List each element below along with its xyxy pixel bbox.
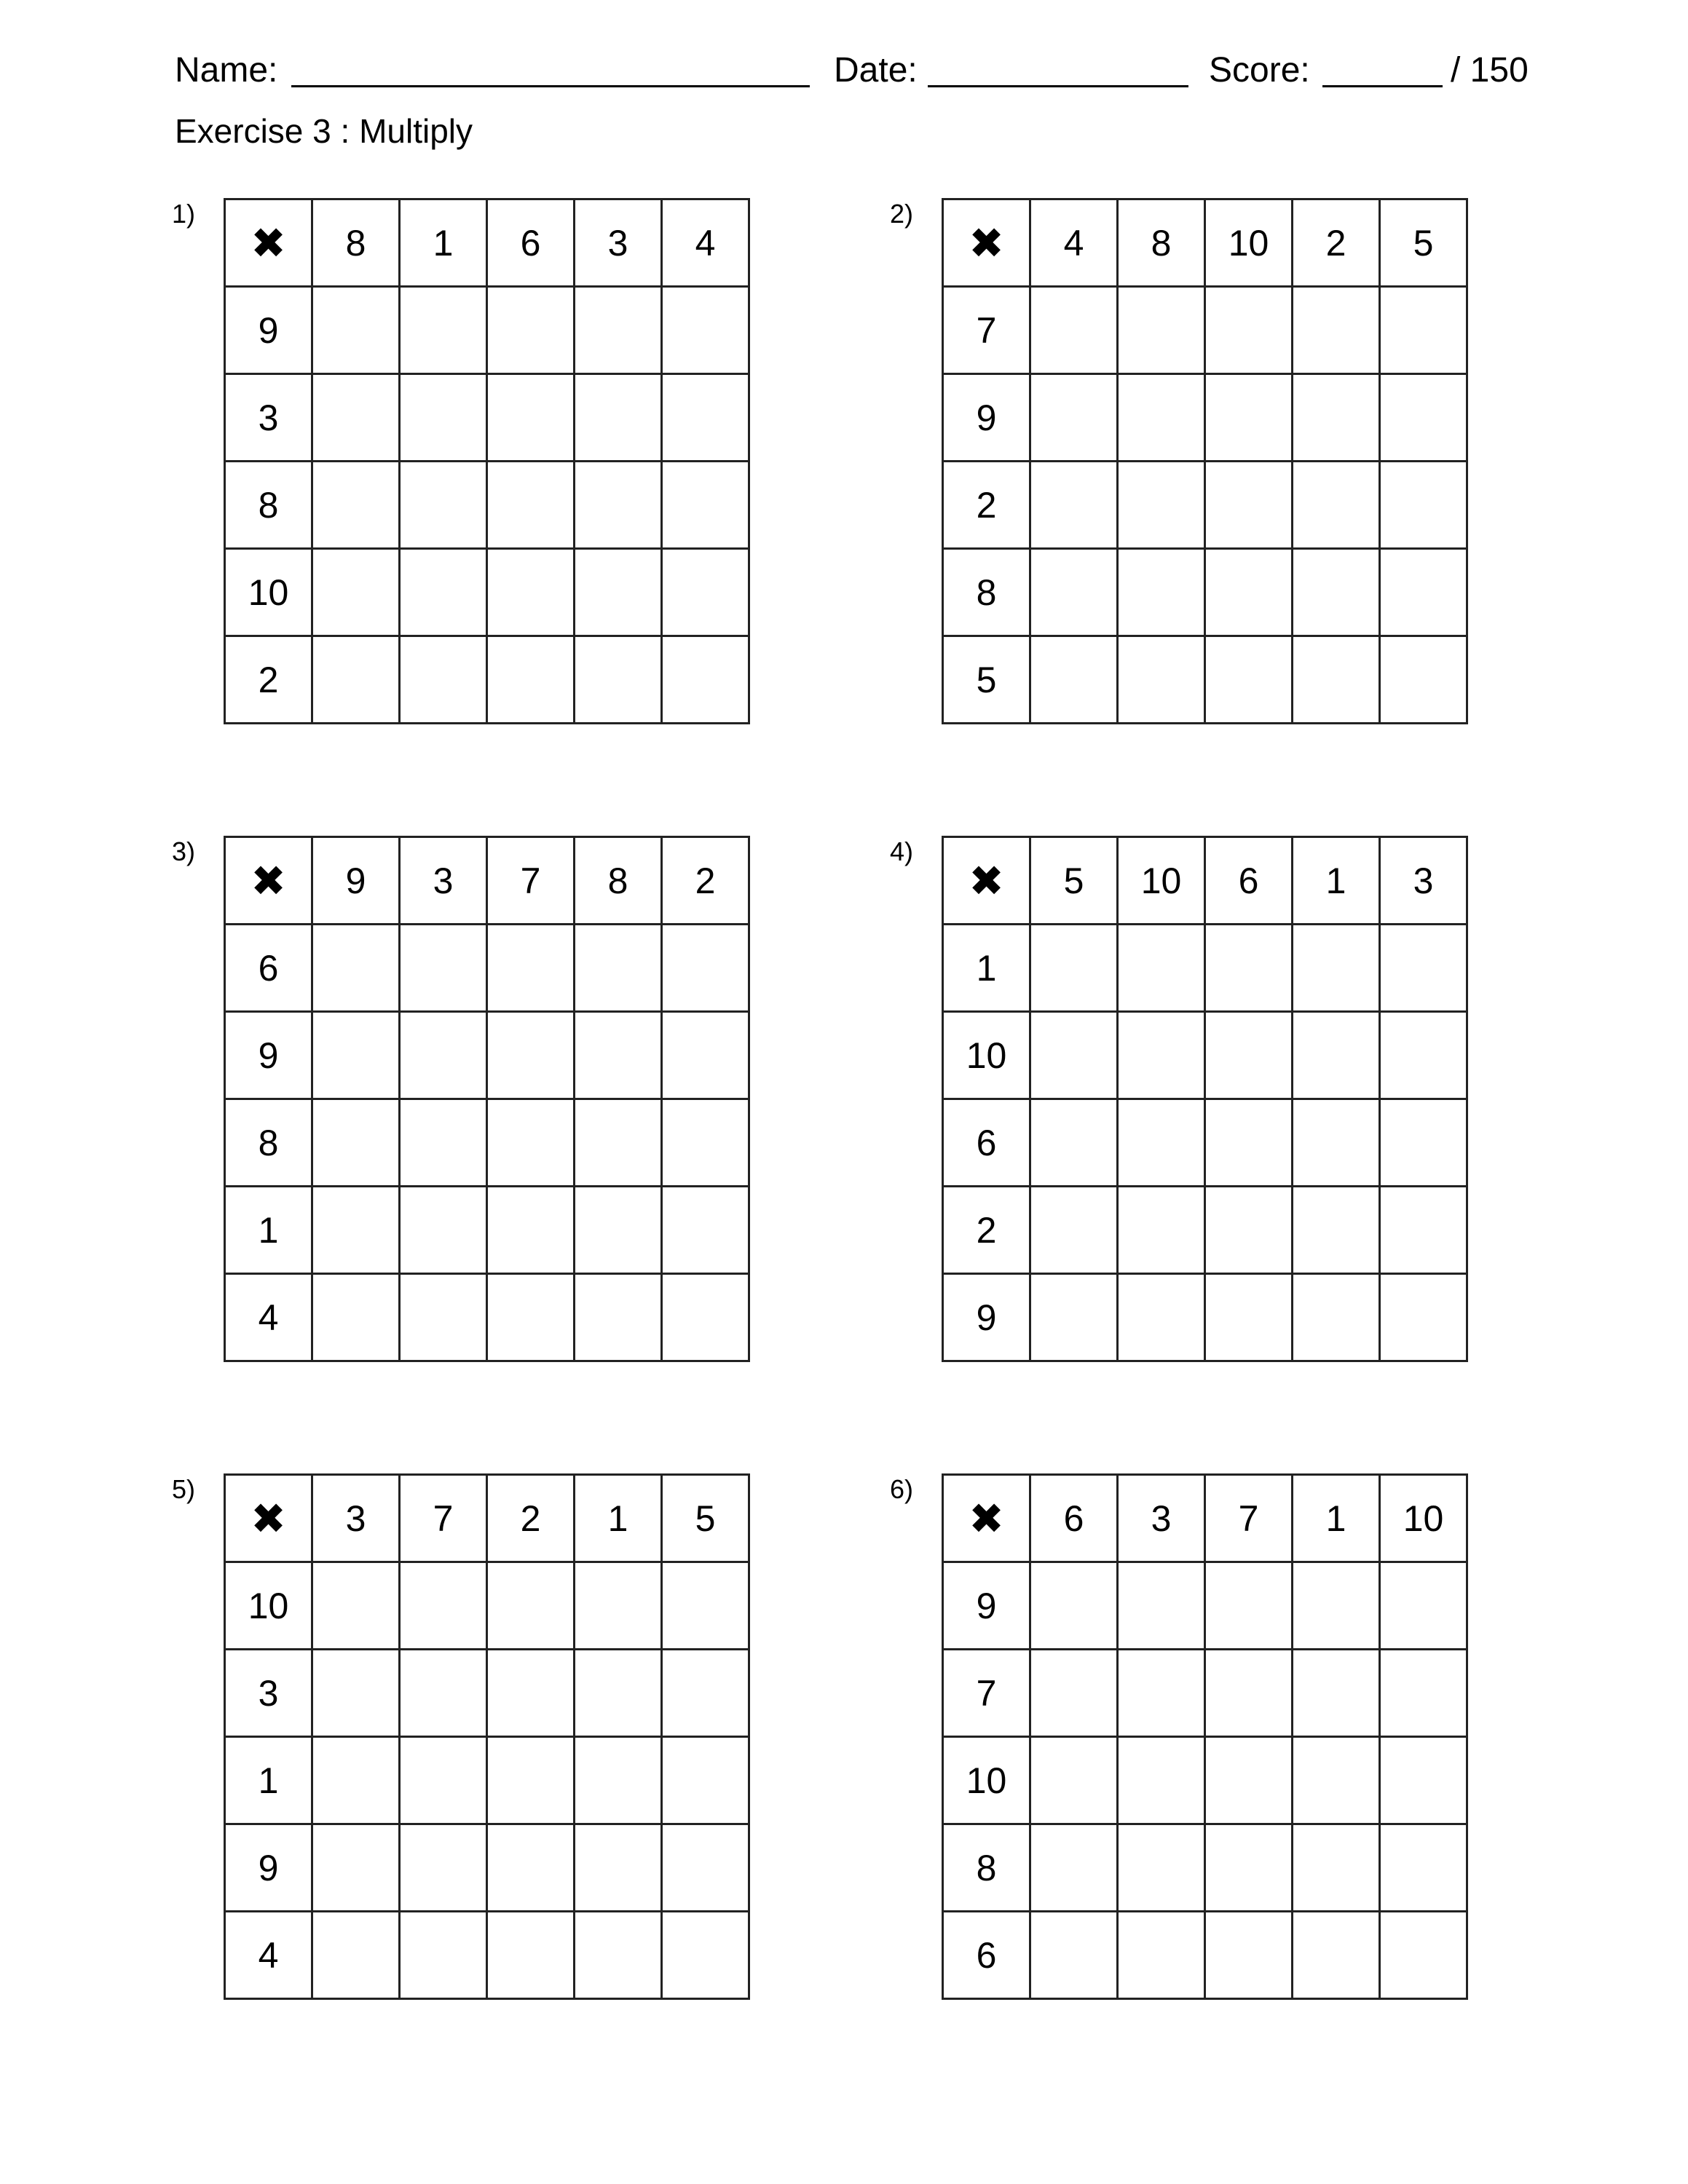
column-factor: 1 [1293,837,1380,925]
column-factor: 8 [1118,199,1205,287]
answer-cell[interactable] [1293,1737,1380,1824]
answer-cell[interactable] [1118,287,1205,374]
multiply-icon: ✖ [943,199,1030,287]
answer-cell[interactable] [400,287,487,374]
answer-cell[interactable] [312,1824,400,1912]
row-factor: 6 [943,1099,1030,1187]
multiplication-grid [942,1473,1468,2000]
grid-row [943,636,1467,724]
multiply-icon: ✖ [225,1475,312,1562]
answer-cell[interactable] [487,374,575,462]
row-factor: 2 [943,462,1030,549]
multiply-icon: ✖ [943,837,1030,925]
answer-cell[interactable] [1293,287,1380,374]
answer-cell[interactable] [662,1650,749,1737]
column-factor: 1 [575,1475,662,1562]
row-factor: 2 [943,1187,1030,1274]
answer-cell[interactable] [1205,1737,1293,1824]
answer-cell[interactable] [1118,925,1205,1012]
answer-cell[interactable] [400,925,487,1012]
answer-cell[interactable] [1030,1650,1118,1737]
answer-cell[interactable] [312,925,400,1012]
answer-cell[interactable] [400,1274,487,1361]
column-factor: 7 [400,1475,487,1562]
grid-header-row [225,199,749,287]
column-factor: 10 [1380,1475,1467,1562]
answer-cell[interactable] [1380,549,1467,636]
grid-row [225,374,749,462]
answer-cell[interactable] [312,636,400,724]
answer-cell[interactable] [575,636,662,724]
row-factor: 10 [943,1737,1030,1824]
answer-cell[interactable] [1118,1562,1205,1650]
row-factor: 4 [225,1912,312,1999]
answer-cell[interactable] [1380,1274,1467,1361]
date-label: Date: [834,51,918,90]
answer-cell[interactable] [1030,287,1118,374]
answer-cell[interactable] [487,1187,575,1274]
column-factor: 10 [1205,199,1293,287]
column-factor: 1 [400,199,487,287]
grid-row [943,1562,1467,1650]
answer-cell[interactable] [1293,1187,1380,1274]
column-factor: 6 [487,199,575,287]
answer-cell[interactable] [1030,1824,1118,1912]
answer-cell[interactable] [1293,549,1380,636]
answer-cell[interactable] [662,287,749,374]
row-factor: 9 [943,374,1030,462]
answer-cell[interactable] [400,549,487,636]
grid-row [225,1562,749,1650]
answer-cell[interactable] [1118,1274,1205,1361]
answer-cell[interactable] [1205,1012,1293,1099]
column-factor: 3 [400,837,487,925]
row-factor: 6 [943,1912,1030,1999]
answer-cell[interactable] [1205,549,1293,636]
row-factor: 10 [943,1012,1030,1099]
answer-cell[interactable] [1205,636,1293,724]
column-factor: 4 [662,199,749,287]
answer-cell[interactable] [662,925,749,1012]
grid-row [225,1012,749,1099]
row-factor: 8 [225,1099,312,1187]
answer-cell[interactable] [662,374,749,462]
grid-row [225,636,749,724]
column-factor: 5 [662,1475,749,1562]
answer-cell[interactable] [1118,374,1205,462]
answer-cell[interactable] [312,1012,400,1099]
answer-cell[interactable] [1205,925,1293,1012]
answer-cell[interactable] [312,462,400,549]
problem-number: 3) [172,836,196,866]
answer-cell[interactable] [1205,1099,1293,1187]
grid-row [943,1650,1467,1737]
answer-cell[interactable] [662,1824,749,1912]
answer-cell[interactable] [662,549,749,636]
column-factor: 5 [1380,199,1467,287]
answer-cell[interactable] [1205,374,1293,462]
answer-cell[interactable] [575,462,662,549]
problem-number: 4) [890,836,914,866]
grid-header-row [943,199,1467,287]
row-factor: 1 [225,1187,312,1274]
grid-header-row [225,1475,749,1562]
answer-cell[interactable] [312,1562,400,1650]
answer-cell[interactable] [1293,636,1380,724]
answer-cell[interactable] [1205,462,1293,549]
column-factor: 4 [1030,199,1118,287]
answer-cell[interactable] [487,1562,575,1650]
answer-cell[interactable] [1030,374,1118,462]
column-factor: 2 [487,1475,575,1562]
grid-row [225,1737,749,1824]
answer-cell[interactable] [312,1187,400,1274]
answer-cell[interactable] [487,1274,575,1361]
grid-row [225,549,749,636]
row-factor: 9 [225,1012,312,1099]
answer-cell[interactable] [575,374,662,462]
answer-cell[interactable] [575,1912,662,1999]
answer-cell[interactable] [487,1912,575,1999]
column-factor: 9 [312,837,400,925]
grid-row [225,1650,749,1737]
grid-row [943,925,1467,1012]
grid-row [943,462,1467,549]
answer-cell[interactable] [1380,1737,1467,1824]
answer-cell[interactable] [487,549,575,636]
name-blank-line[interactable] [291,85,810,87]
answer-cell[interactable] [487,636,575,724]
grid-header-row [943,1475,1467,1562]
grid-row [943,1187,1467,1274]
multiplication-grid [224,836,750,1362]
exercise-title: Exercise 3 : Multiply [175,112,473,150]
answer-cell[interactable] [575,1274,662,1361]
column-factor: 2 [1293,199,1380,287]
answer-cell[interactable] [400,1099,487,1187]
grid-header-row [943,837,1467,925]
row-factor: 1 [225,1737,312,1824]
answer-cell[interactable] [1118,1912,1205,1999]
answer-cell[interactable] [487,287,575,374]
row-factor: 10 [225,549,312,636]
column-factor: 3 [1380,837,1467,925]
answer-cell[interactable] [400,1650,487,1737]
column-factor: 6 [1205,837,1293,925]
answer-cell[interactable] [1293,1824,1380,1912]
answer-cell[interactable] [1205,1562,1293,1650]
multiplication-grid [224,1473,750,2000]
column-factor: 3 [1118,1475,1205,1562]
answer-cell[interactable] [312,374,400,462]
answer-cell[interactable] [1118,1650,1205,1737]
answer-cell[interactable] [1380,636,1467,724]
column-factor: 6 [1030,1475,1118,1562]
multiply-icon: ✖ [225,837,312,925]
answer-cell[interactable] [1293,1912,1380,1999]
answer-cell[interactable] [662,1912,749,1999]
row-factor: 8 [943,1824,1030,1912]
row-factor: 3 [225,1650,312,1737]
answer-cell[interactable] [662,1012,749,1099]
row-factor: 9 [943,1562,1030,1650]
answer-cell[interactable] [1030,925,1118,1012]
answer-cell[interactable] [1293,1274,1380,1361]
answer-cell[interactable] [575,1737,662,1824]
answer-cell[interactable] [1030,1187,1118,1274]
row-factor: 7 [943,287,1030,374]
answer-cell[interactable] [1030,1737,1118,1824]
multiply-icon: ✖ [225,199,312,287]
answer-cell[interactable] [1030,1562,1118,1650]
column-factor: 5 [1030,837,1118,925]
answer-cell[interactable] [1118,1012,1205,1099]
answer-cell[interactable] [487,1099,575,1187]
grid-row [943,1012,1467,1099]
row-factor: 4 [225,1274,312,1361]
row-factor: 3 [225,374,312,462]
grid-row [943,549,1467,636]
answer-cell[interactable] [1380,1187,1467,1274]
row-factor: 1 [943,925,1030,1012]
multiplication-grid [942,836,1468,1362]
answer-cell[interactable] [1205,1274,1293,1361]
answer-cell[interactable] [487,1737,575,1824]
answer-cell[interactable] [400,1824,487,1912]
answer-cell[interactable] [575,1187,662,1274]
multiplication-grid [224,198,750,724]
problem-number: 5) [172,1474,196,1504]
answer-cell[interactable] [1293,374,1380,462]
name-label: Name: [175,51,278,90]
problem-number: 6) [890,1474,914,1504]
answer-cell[interactable] [662,1099,749,1187]
date-blank-line[interactable] [928,85,1188,87]
answer-cell[interactable] [1380,1824,1467,1912]
answer-cell[interactable] [575,1012,662,1099]
grid-row [225,925,749,1012]
answer-cell[interactable] [1380,462,1467,549]
column-factor: 7 [487,837,575,925]
answer-cell[interactable] [1030,549,1118,636]
grid-row [225,287,749,374]
answer-cell[interactable] [487,925,575,1012]
answer-cell[interactable] [487,1012,575,1099]
score-blank-line[interactable] [1322,85,1443,87]
answer-cell[interactable] [312,1650,400,1737]
answer-cell[interactable] [312,287,400,374]
answer-cell[interactable] [400,1012,487,1099]
answer-cell[interactable] [487,462,575,549]
column-factor: 10 [1118,837,1205,925]
answer-cell[interactable] [662,462,749,549]
answer-cell[interactable] [1118,462,1205,549]
multiply-icon: ✖ [943,1475,1030,1562]
answer-cell[interactable] [1030,1912,1118,1999]
grid-row [943,287,1467,374]
answer-cell[interactable] [1293,1099,1380,1187]
answer-cell[interactable] [1118,1187,1205,1274]
worksheet-header [175,45,1558,96]
answer-cell[interactable] [1380,1650,1467,1737]
row-factor: 8 [225,462,312,549]
answer-cell[interactable] [1380,1012,1467,1099]
grid-row [225,1274,749,1361]
answer-cell[interactable] [1118,1737,1205,1824]
answer-cell[interactable] [1205,1650,1293,1737]
column-factor: 2 [662,837,749,925]
answer-cell[interactable] [1205,1187,1293,1274]
multiplication-grid [942,198,1468,724]
answer-cell[interactable] [400,1562,487,1650]
answer-cell[interactable] [1380,287,1467,374]
answer-cell[interactable] [312,1099,400,1187]
grid-row [943,1099,1467,1187]
row-factor: 7 [943,1650,1030,1737]
answer-cell[interactable] [1205,1912,1293,1999]
row-factor: 9 [943,1274,1030,1361]
row-factor: 9 [225,287,312,374]
column-factor: 8 [312,199,400,287]
answer-cell[interactable] [575,287,662,374]
score-label: Score: [1209,51,1310,90]
answer-cell[interactable] [400,462,487,549]
column-factor: 8 [575,837,662,925]
answer-cell[interactable] [1030,1099,1118,1187]
answer-cell[interactable] [1380,925,1467,1012]
answer-cell[interactable] [1030,1012,1118,1099]
answer-cell[interactable] [1293,462,1380,549]
column-factor: 7 [1205,1475,1293,1562]
answer-cell[interactable] [1118,549,1205,636]
answer-cell[interactable] [1030,636,1118,724]
answer-cell[interactable] [1380,1099,1467,1187]
answer-cell[interactable] [575,1562,662,1650]
answer-cell[interactable] [1118,1099,1205,1187]
answer-cell[interactable] [312,549,400,636]
answer-cell[interactable] [1380,374,1467,462]
grid-row [225,1912,749,1999]
answer-cell[interactable] [575,925,662,1012]
answer-cell[interactable] [400,1187,487,1274]
answer-cell[interactable] [400,374,487,462]
grid-row [943,374,1467,462]
answer-cell[interactable] [400,1912,487,1999]
answer-cell[interactable] [662,1737,749,1824]
answer-cell[interactable] [1118,1824,1205,1912]
answer-cell[interactable] [400,1737,487,1824]
answer-cell[interactable] [400,636,487,724]
answer-cell[interactable] [575,549,662,636]
column-factor: 3 [575,199,662,287]
answer-cell[interactable] [312,1912,400,1999]
grid-row [225,1824,749,1912]
answer-cell[interactable] [1293,1562,1380,1650]
answer-cell[interactable] [1030,1274,1118,1361]
answer-cell[interactable] [1380,1912,1467,1999]
grid-header-row [225,837,749,925]
answer-cell[interactable] [575,1099,662,1187]
column-factor: 1 [1293,1475,1380,1562]
answer-cell[interactable] [312,1737,400,1824]
answer-cell[interactable] [1380,1562,1467,1650]
grid-row [225,1187,749,1274]
answer-cell[interactable] [1293,1650,1380,1737]
grid-row [225,1099,749,1187]
answer-cell[interactable] [575,1650,662,1737]
answer-cell[interactable] [1205,1824,1293,1912]
answer-cell[interactable] [662,1274,749,1361]
answer-cell[interactable] [1030,462,1118,549]
row-factor: 8 [943,549,1030,636]
row-factor: 10 [225,1562,312,1650]
grid-row [943,1824,1467,1912]
answer-cell[interactable] [1293,1012,1380,1099]
answer-cell[interactable] [1118,636,1205,724]
answer-cell[interactable] [575,1824,662,1912]
grid-row [943,1274,1467,1361]
problem-number: 1) [172,199,196,229]
answer-cell[interactable] [662,1562,749,1650]
column-factor: 3 [312,1475,400,1562]
answer-cell[interactable] [662,636,749,724]
answer-cell[interactable] [312,1274,400,1361]
score-total: / 150 [1451,51,1529,90]
grid-row [943,1912,1467,1999]
row-factor: 9 [225,1824,312,1912]
answer-cell[interactable] [1293,925,1380,1012]
row-factor: 5 [943,636,1030,724]
answer-cell[interactable] [487,1824,575,1912]
row-factor: 2 [225,636,312,724]
problem-number: 2) [890,199,914,229]
grid-row [943,1737,1467,1824]
answer-cell[interactable] [487,1650,575,1737]
answer-cell[interactable] [662,1187,749,1274]
row-factor: 6 [225,925,312,1012]
answer-cell[interactable] [1205,287,1293,374]
grid-row [225,462,749,549]
